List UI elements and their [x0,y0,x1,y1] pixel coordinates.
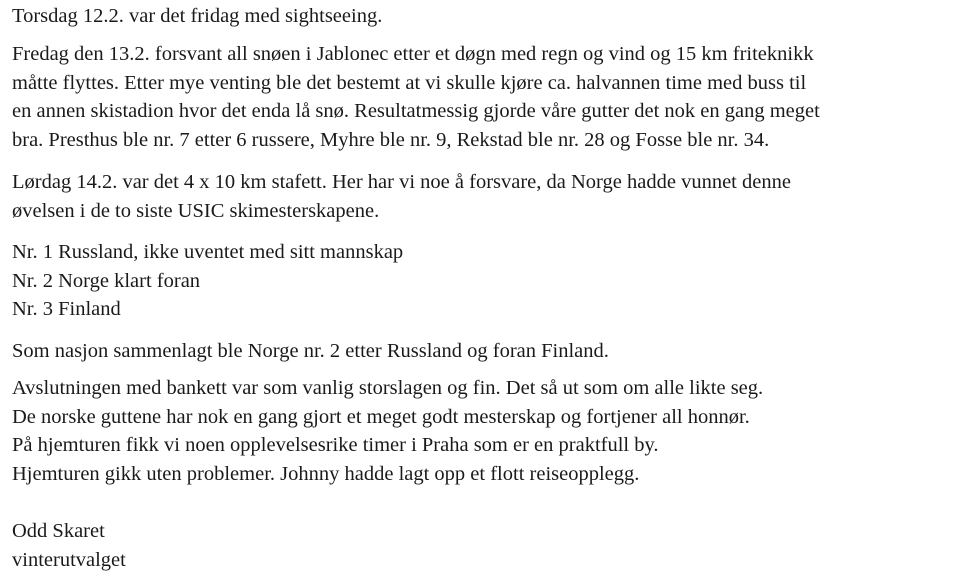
relay-results-list [12,238,403,324]
result-item: Nr. 3 Finland [12,298,121,320]
text-line: Hjemturen gikk uten problemer. Johnny hadde lagt opp et flott reiseopplegg. [12,462,640,485]
text-line: Torsdag 12.2. var det fridag med sightseeing. [12,5,383,27]
text-line: De norske guttene har nok en gang gjort et meget godt mesterskap og fortjener all honnør. [12,405,750,428]
text-line: måtte flyttes. Etter mye venting ble det bestemt at vi skulle kjøre ca. halvannen time med buss til [12,71,807,94]
signature-name: Odd Skaret [12,520,105,542]
paragraph-thursday [12,2,382,31]
text-line: øvelsen i de to siste USIC skimesterskapene. [12,199,380,222]
text-line: Avslutningen med bankett var som vanlig storslagen og fin. Det så ut som om alle likte seg. [12,377,764,399]
text-line: På hjemturen fikk vi noen opplevelsesrike timer i Praha som er en praktfull by. [12,434,659,456]
text-line: en annen skistadion hvor det enda lå snø. Resultatmessig gjorde våre gutter det nok en gang meget [12,100,820,122]
text-line: Fredag den 13.2. forsvant all snøen i Jablonec etter et døgn med regn og vind og 15 km friteknikk [12,43,814,65]
paragraph-friday [12,40,820,154]
text-line: Lørdag 14.2. var det 4 x 10 km stafett. Her har vi noe å forsvare, da Norge hadde vunnet denne [12,171,791,193]
paragraph-saturday [12,168,791,225]
result-item: Nr. 2 Norge klart foran [12,269,201,292]
paragraph-closing [12,374,763,488]
paragraph-nation-total [12,337,609,366]
signature-title: vinterutvalget [12,548,126,571]
text-line: bra. Presthus ble nr. 7 etter 6 russere, Myhre ble nr. 9, Rekstad ble nr. 28 og Fosse ble nr. 34. [12,128,770,151]
signature-block [12,517,126,574]
result-item: Nr. 1 Russland, ikke uventet med sitt mannskap [12,241,404,263]
text-line: Som nasjon sammenlagt ble Norge nr. 2 etter Russland og foran Finland. [12,340,609,362]
